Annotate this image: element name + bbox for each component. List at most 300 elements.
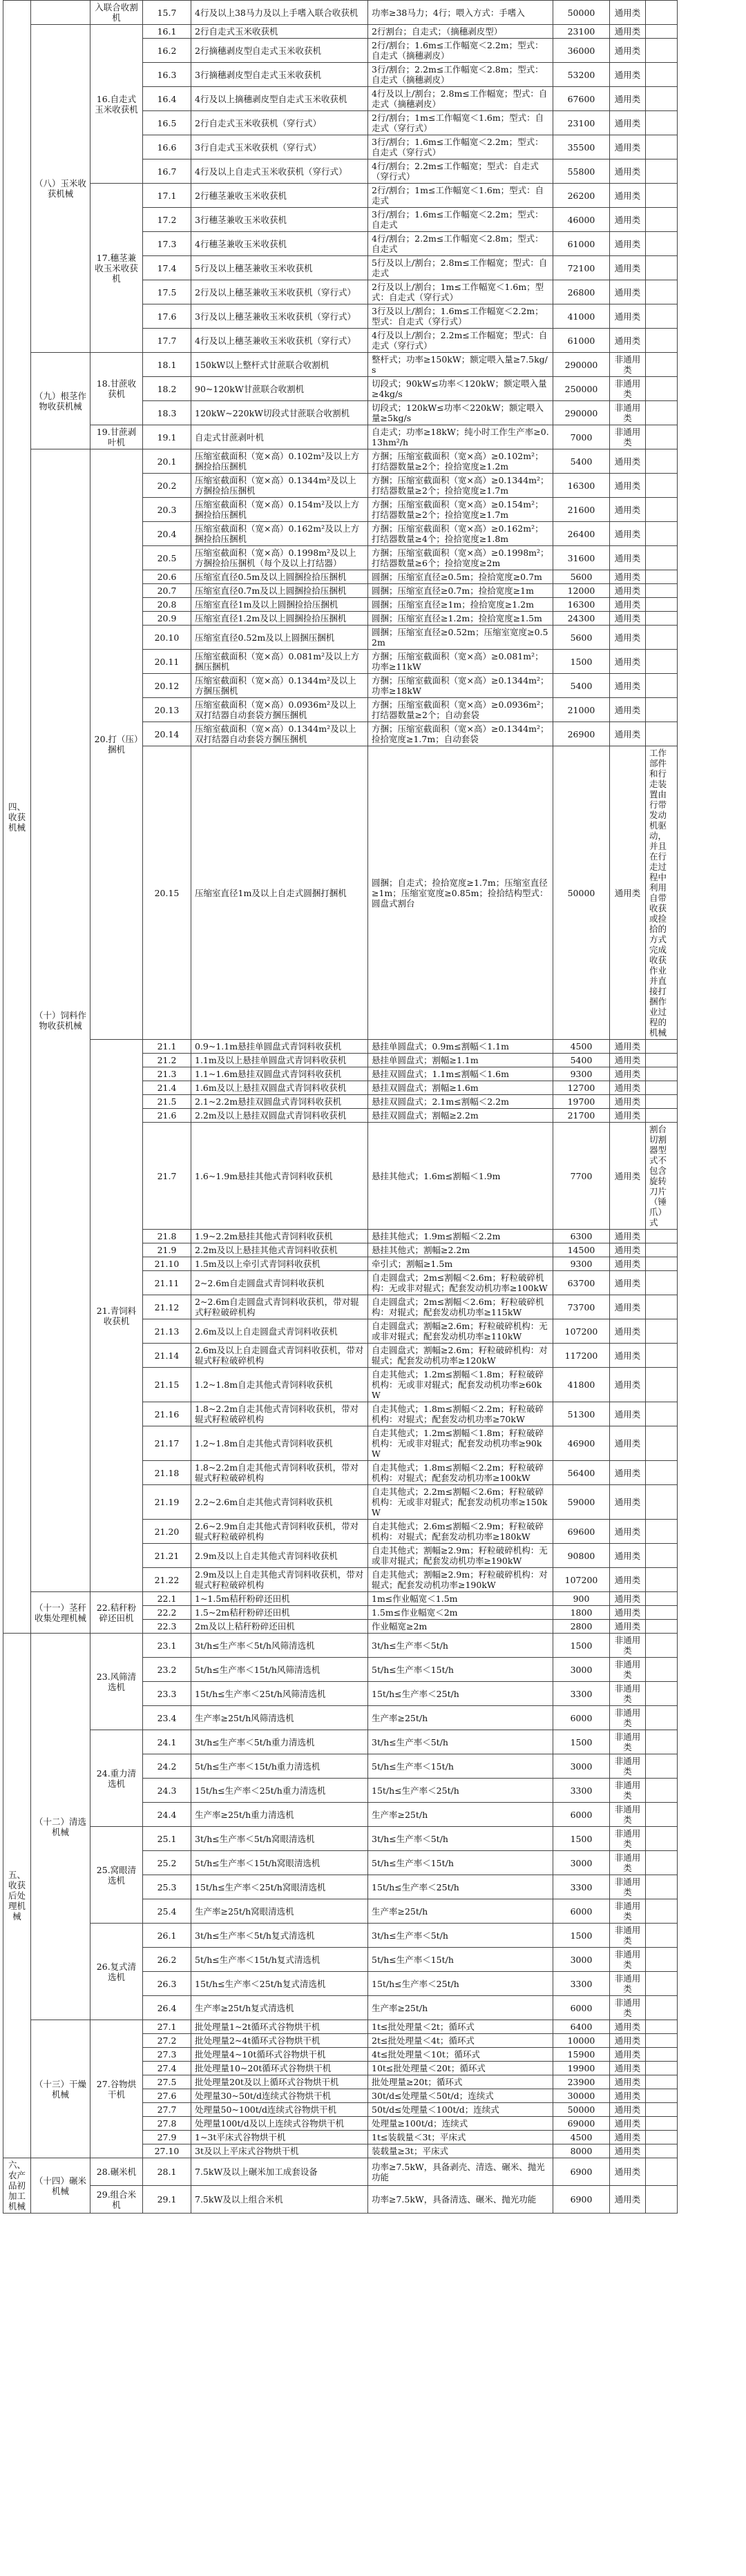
grade-name-cell: 1.1~1.6m悬挂双圆盘式青饲料收获机 [191, 1067, 368, 1081]
basic-config-cell: 整杆式；功率≥150kW；额定喂入量≥7.5kg/s [368, 353, 553, 377]
type-cell: 通用类 [610, 1271, 646, 1295]
grade-name-cell: 3t及以上平床式谷物烘干机 [191, 2144, 368, 2158]
type-cell: 非通用类 [610, 1634, 646, 1658]
code-cell: 27.1 [143, 2020, 191, 2034]
subcategory-cell: （十一）茎秆收集处理机械 [31, 1592, 90, 1634]
note-cell [646, 1319, 678, 1344]
code-cell: 24.3 [143, 1779, 191, 1803]
note-cell [646, 2048, 678, 2062]
subsidy-amount-cell: 31600 [553, 546, 610, 570]
table-row [3, 1, 744, 25]
note-cell [646, 2186, 678, 2214]
note-cell [646, 1948, 678, 1972]
basic-config-cell: 方捆；压缩室截面积（宽×高）≥0.1344m²；功率≥18kW [368, 674, 553, 698]
note-cell [646, 2158, 678, 2186]
note-cell [646, 232, 678, 256]
subsidy-amount-cell: 51300 [553, 1402, 610, 1426]
note-cell [646, 2075, 678, 2089]
item-cell: 16.自走式玉米收获机 [90, 25, 143, 184]
note-cell [646, 111, 678, 135]
subsidy-amount-cell: 90800 [553, 1544, 610, 1568]
note-cell [646, 1851, 678, 1875]
note-cell [646, 1827, 678, 1851]
basic-config-cell: 4t≤批处理量＜10t；循环式 [368, 2048, 553, 2062]
code-cell: 21.18 [143, 1461, 191, 1485]
subsidy-amount-cell: 16300 [553, 598, 610, 612]
subsidy-amount-cell: 6000 [553, 1706, 610, 1730]
code-cell: 20.5 [143, 546, 191, 570]
code-cell: 21.17 [143, 1426, 191, 1461]
subcategory-cell [31, 1, 90, 25]
basic-config-cell: 圆捆；自走式；捡拾宽度≥1.7m；压缩室直径≥1m；压缩室宽度≥0.85m；捡拾结构型式：圆盘式割台 [368, 746, 553, 1040]
basic-config-cell: 装载量≥3t；平床式 [368, 2144, 553, 2158]
grade-name-cell: 15t/h≤生产率＜25t/h风筛清选机 [191, 1682, 368, 1706]
code-cell: 16.6 [143, 135, 191, 159]
code-cell: 27.4 [143, 2062, 191, 2075]
subsidy-amount-cell: 2800 [553, 1620, 610, 1634]
subsidy-amount-cell: 19700 [553, 1095, 610, 1109]
code-cell: 29.1 [143, 2186, 191, 2214]
basic-config-cell: 10t≤批处理量＜20t；循环式 [368, 2062, 553, 2075]
code-cell: 20.11 [143, 650, 191, 674]
subcategory-cell: （十二）清选机械 [31, 1634, 90, 2020]
code-cell: 25.1 [143, 1827, 191, 1851]
type-cell: 通用类 [610, 449, 646, 474]
note-cell [646, 39, 678, 63]
subsidy-amount-cell: 9300 [553, 1067, 610, 1081]
subsidy-amount-cell: 30000 [553, 2089, 610, 2103]
subsidy-amount-cell: 12000 [553, 584, 610, 598]
grade-name-cell: 压缩室截面积（宽×高）0.1998m²及以上方捆捡拾压捆机（每个及以上打结器） [191, 546, 368, 570]
grade-name-cell: 批处理量4~10t循环式谷物烘干机 [191, 2048, 368, 2062]
basic-config-cell: 4行及以上/割台；2.2m≤工作幅宽；型式：自走式（穿行式） [368, 329, 553, 353]
basic-config-cell: 切段式；90kW≤功率＜120kW；额定喂入量≥4kg/s [368, 377, 553, 401]
subsidy-amount-cell: 6300 [553, 1230, 610, 1243]
grade-name-cell: 3行穗茎兼收玉米收获机 [191, 208, 368, 232]
note-cell [646, 2020, 678, 2034]
basic-config-cell: 生产率≥25t/h [368, 1803, 553, 1827]
subsidy-amount-cell: 117200 [553, 1344, 610, 1368]
subsidy-amount-cell: 10000 [553, 2034, 610, 2048]
type-cell: 非通用类 [610, 377, 646, 401]
code-cell: 24.1 [143, 1730, 191, 1754]
grade-name-cell: 1~1.5m秸秆粉碎还田机 [191, 1592, 368, 1606]
basic-config-cell: 自走其他式；割幅≥2.9m；籽粒破碎机构：无或非对辊式；配套发动机功率≥190kW [368, 1544, 553, 1568]
grade-name-cell: 2行及以上穗茎兼收玉米收获机（穿行式） [191, 280, 368, 304]
grade-name-cell: 1.2~1.8m自走其他式青饲料收获机 [191, 1368, 368, 1402]
basic-config-cell: 15t/h≤生产率＜25t/h [368, 1972, 553, 1996]
subsidy-amount-cell: 3000 [553, 1948, 610, 1972]
note-cell [646, 208, 678, 232]
subsidy-amount-cell: 69600 [553, 1520, 610, 1544]
code-cell: 26.2 [143, 1948, 191, 1972]
subsidy-amount-cell: 6400 [553, 2020, 610, 2034]
note-cell [646, 2117, 678, 2131]
basic-config-cell: 悬挂双圆盘式；割幅≥1.6m [368, 1081, 553, 1095]
basic-config-cell: 方捆；压缩室截面积（宽×高）≥0.1998m²；打结器数量≥6个；捡拾宽度≥2m [368, 546, 553, 570]
type-cell: 通用类 [610, 1620, 646, 1634]
type-cell: 非通用类 [610, 1996, 646, 2020]
code-cell: 25.4 [143, 1899, 191, 1924]
grade-name-cell: 2行自走式玉米收获机 [191, 25, 368, 39]
subsidy-amount-cell: 50000 [553, 746, 610, 1040]
subsidy-amount-cell: 1500 [553, 1634, 610, 1658]
type-cell: 通用类 [610, 650, 646, 674]
subsidy-amount-cell: 3000 [553, 1851, 610, 1875]
type-cell: 通用类 [610, 184, 646, 208]
basic-config-cell: 悬挂其他式；1.9m≤割幅＜2.2m [368, 1230, 553, 1243]
type-cell: 通用类 [610, 498, 646, 522]
code-cell: 16.4 [143, 87, 191, 111]
basic-config-cell: 3t/h≤生产率＜5t/h [368, 1924, 553, 1948]
note-cell [646, 1706, 678, 1730]
note-cell [646, 1485, 678, 1520]
type-cell: 通用类 [610, 135, 646, 159]
note-cell [646, 329, 678, 353]
item-cell: 20.打（压）捆机 [90, 449, 143, 1040]
subsidy-amount-cell: 21700 [553, 1109, 610, 1123]
subsidy-amount-cell: 56400 [553, 1461, 610, 1485]
type-cell: 通用类 [610, 2103, 646, 2117]
type-cell: 通用类 [610, 1402, 646, 1426]
grade-name-cell: 压缩室截面积（宽×高）0.1344m²及以上双打结器自动套袋方捆压捆机 [191, 722, 368, 746]
type-cell: 通用类 [610, 1368, 646, 1402]
type-cell: 非通用类 [610, 1851, 646, 1875]
note-cell: 工作部件和行走装置由行带发动机驱动，并且在行走过程中利用自带收获或捡拾的方式完成收获作业并直接打捆作业过程的机械 [646, 746, 678, 1040]
code-cell: 28.1 [143, 2158, 191, 2186]
note-cell [646, 280, 678, 304]
basic-config-cell: 1m≤作业幅宽＜1.5m [368, 1592, 553, 1606]
subsidy-amount-cell: 35500 [553, 135, 610, 159]
grade-name-cell: 15t/h≤生产率＜25t/h复式清选机 [191, 1972, 368, 1996]
note-cell [646, 1067, 678, 1081]
subsidy-amount-cell: 50000 [553, 1, 610, 25]
grade-name-cell: 2行穗茎兼收玉米收获机 [191, 184, 368, 208]
code-cell: 26.1 [143, 1924, 191, 1948]
grade-name-cell: 4行及以上38马力及以上手嗜入联合收获机 [191, 1, 368, 25]
note-cell [646, 674, 678, 698]
item-cell: 21.青饲料收获机 [90, 1040, 143, 1592]
basic-config-cell: 自走其他式；1.8m≤割幅＜2.2m；籽粒破碎机构：对辊式；配套发动机功率≥70kW [368, 1402, 553, 1426]
subsidy-amount-cell: 53200 [553, 63, 610, 87]
grade-name-cell: 2行自走式玉米收获机（穿行式） [191, 111, 368, 135]
subcategory-cell: （十三）干燥机械 [31, 2020, 90, 2158]
subsidy-amount-cell: 290000 [553, 353, 610, 377]
grade-name-cell: 2.6m及以上自走圆盘式青饲料收获机，带对辊式籽粒破碎机构 [191, 1344, 368, 1368]
type-cell: 非通用类 [610, 425, 646, 449]
code-cell: 27.8 [143, 2117, 191, 2131]
note-cell [646, 1095, 678, 1109]
basic-config-cell: 自走圆盘式；2m≤割幅＜2.6m；籽粒破碎机构：对辊式；配套发动机功率≥115kW [368, 1295, 553, 1319]
code-cell: 18.3 [143, 401, 191, 425]
type-cell: 通用类 [610, 722, 646, 746]
type-cell: 通用类 [610, 1461, 646, 1485]
subsidy-amount-cell: 4500 [553, 2131, 610, 2144]
grade-name-cell: 压缩室直径0.5m及以上圆捆捡拾压捆机 [191, 570, 368, 584]
code-cell: 17.3 [143, 232, 191, 256]
subsidy-amount-cell: 14500 [553, 1243, 610, 1257]
table-row [3, 1040, 744, 1054]
basic-config-cell: 圆捆；压缩室直径≥0.52m；压缩室宽度≥0.52m [368, 626, 553, 650]
note-cell [646, 1730, 678, 1754]
note-cell [646, 2062, 678, 2075]
code-cell: 20.1 [143, 449, 191, 474]
basic-config-cell: 方捆；压缩室截面积（宽×高）≥0.0936m²；打结器数量≥2个；自动套袋 [368, 698, 553, 722]
grade-name-cell: 压缩室截面积（宽×高）0.102m²及以上方捆捡拾压捆机 [191, 449, 368, 474]
code-cell: 21.2 [143, 1054, 191, 1067]
type-cell: 通用类 [610, 2144, 646, 2158]
subcategory-cell: （八）玉米收获机械 [31, 25, 90, 353]
grade-name-cell: 批处理量2~4t循环式谷物烘干机 [191, 2034, 368, 2048]
item-cell: 27.谷物烘干机 [90, 2020, 143, 2158]
code-cell: 27.10 [143, 2144, 191, 2158]
type-cell: 通用类 [610, 1295, 646, 1319]
code-cell: 16.5 [143, 111, 191, 135]
subsidy-amount-cell: 5600 [553, 570, 610, 584]
basic-config-cell: 方捆；压缩室截面积（宽×高）≥0.1344m²；捡拾宽度≥1.7m；自动套袋 [368, 722, 553, 746]
code-cell: 16.1 [143, 25, 191, 39]
grade-name-cell: 2.9m及以上自走其他式青饲料收获机 [191, 1544, 368, 1568]
note-cell [646, 598, 678, 612]
type-cell: 通用类 [610, 39, 646, 63]
note-cell [646, 1461, 678, 1485]
note-cell [646, 1754, 678, 1779]
code-cell: 21.22 [143, 1568, 191, 1592]
item-cell: 25.窝眼清选机 [90, 1827, 143, 1924]
note-cell [646, 1344, 678, 1368]
subsidy-amount-cell: 21600 [553, 498, 610, 522]
grade-name-cell: 1.5m及以上牵引式青饲料收获机 [191, 1257, 368, 1271]
table-row [3, 1924, 744, 1948]
grade-name-cell: 15t/h≤生产率＜25t/h窝眼清选机 [191, 1875, 368, 1899]
type-cell: 通用类 [610, 87, 646, 111]
grade-name-cell: 3t/h≤生产率＜5t/h窝眼清选机 [191, 1827, 368, 1851]
code-cell: 23.4 [143, 1706, 191, 1730]
basic-config-cell: 自走圆盘式；割幅≥2.6m；籽粒破碎机构：对辊式；配套发动机功率≥120kW [368, 1344, 553, 1368]
type-cell: 通用类 [610, 546, 646, 570]
type-cell: 通用类 [610, 25, 646, 39]
subsidy-amount-cell: 6000 [553, 1899, 610, 1924]
code-cell: 27.2 [143, 2034, 191, 2048]
code-cell: 22.2 [143, 1606, 191, 1620]
note-cell [646, 425, 678, 449]
grade-name-cell: 压缩室截面积（宽×高）0.1344m²及以上方捆压捆机 [191, 674, 368, 698]
basic-config-cell: 悬挂双圆盘式；1.1m≤割幅＜1.6m [368, 1067, 553, 1081]
type-cell: 通用类 [610, 1426, 646, 1461]
code-cell: 17.4 [143, 256, 191, 280]
subsidy-amount-cell: 41000 [553, 304, 610, 329]
type-cell: 通用类 [610, 698, 646, 722]
note-cell [646, 1295, 678, 1319]
note-cell [646, 135, 678, 159]
subsidy-amount-cell: 46000 [553, 208, 610, 232]
grade-name-cell: 4行及以上自走式玉米收获机（穿行式） [191, 159, 368, 184]
note-cell [646, 1109, 678, 1123]
subsidy-amount-cell: 59000 [553, 1485, 610, 1520]
grade-name-cell: 2行摘穗剥皮型自走式玉米收获机 [191, 39, 368, 63]
type-cell: 通用类 [610, 1040, 646, 1054]
subsidy-amount-cell: 26900 [553, 722, 610, 746]
table-row [3, 2020, 744, 2034]
basic-config-cell: 5t/h≤生产率＜15t/h [368, 1754, 553, 1779]
code-cell: 20.8 [143, 598, 191, 612]
basic-config-cell: 圆捆；压缩室直径≥1m；捡拾宽度≥1.2m [368, 598, 553, 612]
subsidy-amount-cell: 6000 [553, 1996, 610, 2020]
basic-config-cell: 3行/割台；1.6m≤工作幅宽＜2.2m；型式：自走式（穿行式） [368, 135, 553, 159]
basic-config-cell: 5行及以上/割台；2.8m≤工作幅宽；型式：自走式 [368, 256, 553, 280]
note-cell [646, 570, 678, 584]
code-cell: 21.14 [143, 1344, 191, 1368]
note-cell [646, 184, 678, 208]
code-cell: 20.13 [143, 698, 191, 722]
type-cell: 非通用类 [610, 1779, 646, 1803]
code-cell: 21.6 [143, 1109, 191, 1123]
note-cell [646, 1899, 678, 1924]
grade-name-cell: 压缩室直径0.52m及以上圆捆压捆机 [191, 626, 368, 650]
grade-name-cell: 5t/h≤生产率＜15t/h复式清选机 [191, 1948, 368, 1972]
subsidy-amount-cell: 6900 [553, 2186, 610, 2214]
grade-name-cell: 90~120kW甘蔗联合收割机 [191, 377, 368, 401]
type-cell: 非通用类 [610, 1948, 646, 1972]
note-cell [646, 1368, 678, 1402]
type-cell: 通用类 [610, 612, 646, 626]
basic-config-cell: 功率≥7.5kW，具备剥壳、清选、碾米、抛光功能 [368, 2158, 553, 2186]
grade-name-cell: 2~2.6m自走圆盘式青饲料收获机，带对辊式籽粒破碎机构 [191, 1295, 368, 1319]
note-cell [646, 159, 678, 184]
note-cell [646, 698, 678, 722]
subsidy-amount-cell: 61000 [553, 329, 610, 353]
table-row [3, 2158, 744, 2186]
code-cell: 22.1 [143, 1592, 191, 1606]
subsidy-amount-cell: 26800 [553, 280, 610, 304]
basic-config-cell: 悬挂单圆盘式；割幅≥1.1m [368, 1054, 553, 1067]
type-cell: 通用类 [610, 1319, 646, 1344]
type-cell: 非通用类 [610, 1827, 646, 1851]
code-cell: 20.2 [143, 474, 191, 498]
subsidy-amount-cell: 900 [553, 1592, 610, 1606]
basic-config-cell: 5t/h≤生产率＜15t/h [368, 1658, 553, 1682]
grade-name-cell: 1~3t平床式谷物烘干机 [191, 2131, 368, 2144]
item-cell: 入联合收割机 [90, 1, 143, 25]
code-cell: 21.13 [143, 1319, 191, 1344]
subsidy-amount-cell: 5400 [553, 674, 610, 698]
code-cell: 21.16 [143, 1402, 191, 1426]
type-cell: 通用类 [610, 1, 646, 25]
note-cell [646, 87, 678, 111]
grade-name-cell: 4行及以上穗茎兼收玉米收获机（穿行式） [191, 329, 368, 353]
basic-config-cell: 2行割台；自走式；（摘穗剥皮型） [368, 25, 553, 39]
note-cell [646, 1779, 678, 1803]
note-cell [646, 1803, 678, 1827]
code-cell: 23.3 [143, 1682, 191, 1706]
subsidy-amount-cell: 21000 [553, 698, 610, 722]
basic-config-cell: 2行/割台；1.6m≤工作幅宽＜2.2m；型式：自走式（摘穗剥皮） [368, 39, 553, 63]
basic-config-cell: 生产率≥25t/h [368, 1706, 553, 1730]
subsidy-amount-cell: 1500 [553, 1827, 610, 1851]
subsidy-amount-cell: 26400 [553, 522, 610, 546]
subsidy-amount-cell: 23900 [553, 2075, 610, 2089]
type-cell: 通用类 [610, 598, 646, 612]
basic-config-cell: 方捆；压缩室截面积（宽×高）≥0.1344m²；打结器数量≥2个；捡拾宽度≥1.7m [368, 474, 553, 498]
subsidy-amount-cell: 24300 [553, 612, 610, 626]
code-cell: 20.14 [143, 722, 191, 746]
basic-config-cell: 方捆；压缩室截面积（宽×高）≥0.102m²；打结器数量≥2个；捡拾宽度≥1.2m [368, 449, 553, 474]
basic-config-cell: 自走圆盘式；2m≤割幅＜2.6m；籽粒破碎机构：无或非对辊式；配套发动机功率≥100kW [368, 1271, 553, 1295]
grade-name-cell: 压缩室截面积（宽×高）0.081m²及以上方捆压捆机 [191, 650, 368, 674]
note-cell [646, 1402, 678, 1426]
table-row [3, 25, 744, 39]
code-cell: 21.12 [143, 1295, 191, 1319]
table-row [3, 425, 744, 449]
code-cell: 21.21 [143, 1544, 191, 1568]
type-cell: 通用类 [610, 1067, 646, 1081]
subsidy-amount-cell: 12700 [553, 1081, 610, 1095]
note-cell [646, 1996, 678, 2020]
grade-name-cell: 生产率≥25t/h重力清选机 [191, 1803, 368, 1827]
basic-config-cell: 圆捆；压缩室直径≥1.2m；捡拾宽度≥1.5m [368, 612, 553, 626]
note-cell [646, 256, 678, 280]
grade-name-cell: 生产率≥25t/h复式清选机 [191, 1996, 368, 2020]
code-cell: 21.3 [143, 1067, 191, 1081]
item-cell: 28.碾米机 [90, 2158, 143, 2186]
note-cell [646, 449, 678, 474]
subsidy-amount-cell: 7000 [553, 425, 610, 449]
grade-name-cell: 2.6m及以上自走圆盘式青饲料收获机 [191, 1319, 368, 1344]
type-cell: 通用类 [610, 2075, 646, 2089]
type-cell: 通用类 [610, 2020, 646, 2034]
subsidy-amount-cell: 46900 [553, 1426, 610, 1461]
basic-config-cell: 生产率≥25t/h [368, 1996, 553, 2020]
basic-config-cell: 圆捆；压缩室直径≥0.7m；捡拾宽度≥1m [368, 584, 553, 598]
item-cell: 29.组合米机 [90, 2186, 143, 2214]
code-cell: 20.9 [143, 612, 191, 626]
type-cell: 通用类 [610, 522, 646, 546]
note-cell [646, 1230, 678, 1243]
grade-name-cell: 2.1~2.2m悬挂双圆盘式青饲料收获机 [191, 1095, 368, 1109]
note-cell [646, 2131, 678, 2144]
type-cell: 通用类 [610, 570, 646, 584]
code-cell: 24.4 [143, 1803, 191, 1827]
code-cell: 21.19 [143, 1485, 191, 1520]
subcategory-cell: （九）根茎作物收获机械 [31, 353, 90, 449]
code-cell: 17.5 [143, 280, 191, 304]
basic-config-cell: 方捆；压缩室截面积（宽×高）≥0.162m²；打结器数量≥4个；捡拾宽度≥1.8m [368, 522, 553, 546]
item-cell: 24.重力清选机 [90, 1730, 143, 1827]
note-cell [646, 401, 678, 425]
grade-name-cell: 150kW以上整杆式甘蔗联合收割机 [191, 353, 368, 377]
basic-config-cell: 30t/d≤处理量＜50t/d；连续式 [368, 2089, 553, 2103]
basic-config-cell: 悬挂其他式；割幅≥2.2m [368, 1243, 553, 1257]
note-cell [646, 1271, 678, 1295]
grade-name-cell: 批处理量10~20t循环式谷物烘干机 [191, 2062, 368, 2075]
basic-config-cell: 4行/割台；2.2m≤工作幅宽；型式：自走式（穿行式） [368, 159, 553, 184]
subsidy-amount-cell: 72100 [553, 256, 610, 280]
grade-name-cell: 5行及以上穗茎兼收玉米收获机 [191, 256, 368, 280]
type-cell: 非通用类 [610, 1754, 646, 1779]
subsidy-amount-cell: 1500 [553, 650, 610, 674]
code-cell: 25.2 [143, 1851, 191, 1875]
type-cell: 通用类 [610, 2089, 646, 2103]
grade-name-cell: 处理量100t/d及以上连续式谷物烘干机 [191, 2117, 368, 2131]
basic-config-cell: 3行/割台；2.2m≤工作幅宽＜2.8m；型式：自走式（摘穗剥皮） [368, 63, 553, 87]
subsidy-amount-cell: 4500 [553, 1040, 610, 1054]
basic-config-cell: 2t≤批处理量＜4t；循环式 [368, 2034, 553, 2048]
subsidy-amount-cell: 36000 [553, 39, 610, 63]
basic-config-cell: 批处理量≥20t；循环式 [368, 2075, 553, 2089]
table-row [3, 449, 744, 474]
grade-name-cell: 3行摘穗剥皮型自走式玉米收获机 [191, 63, 368, 87]
code-cell: 27.6 [143, 2089, 191, 2103]
